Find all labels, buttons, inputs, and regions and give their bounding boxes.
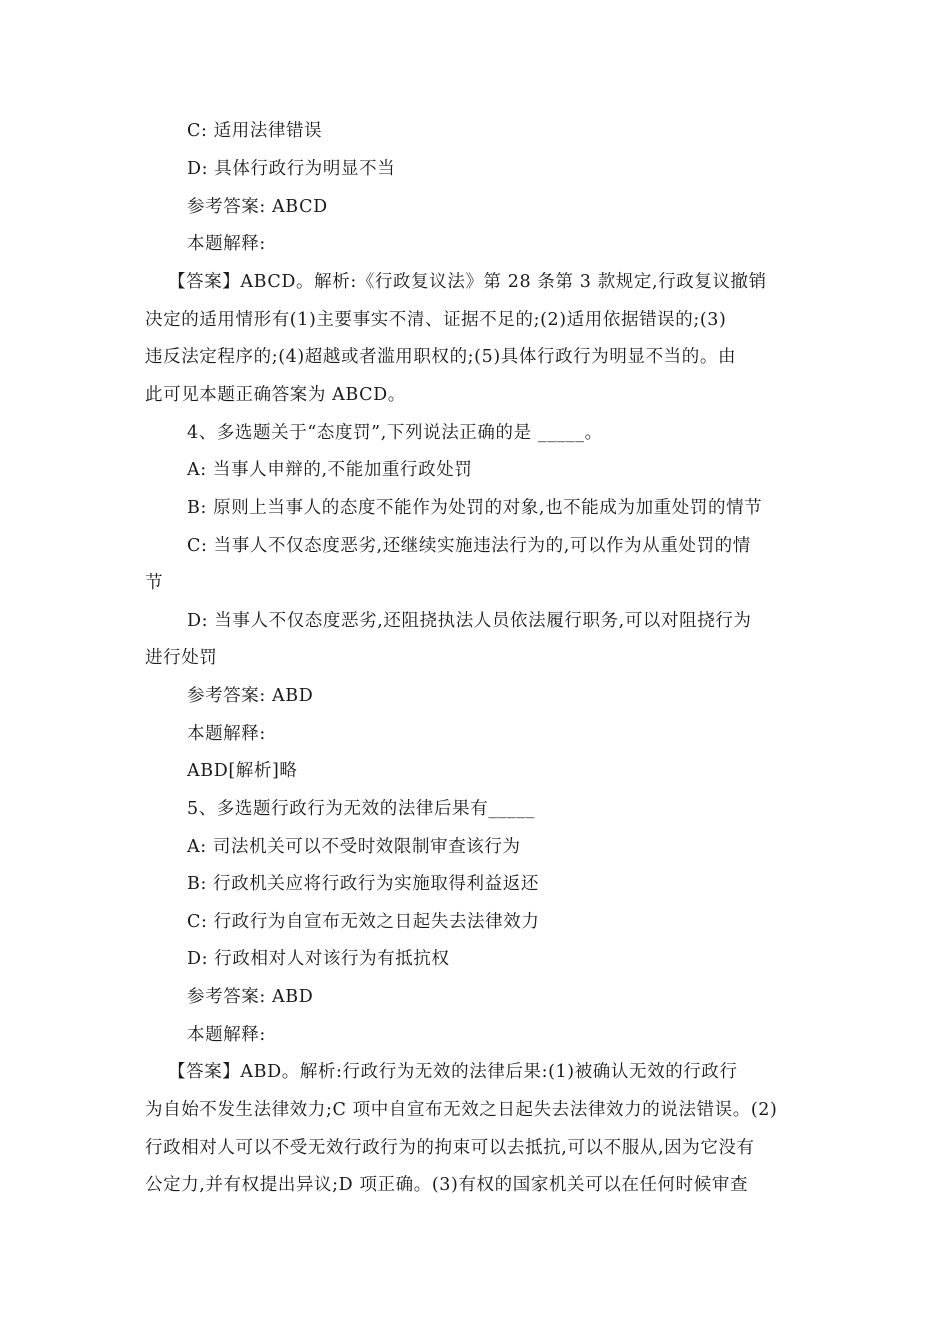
q5-explanation-line: 公定力,并有权提出异议;D 项正确。(3)有权的国家机关可以在任何时候审查 — [145, 1175, 749, 1195]
q5-explanation-line: 行政相对人可以不受无效行政行为的拘束可以去抵抗,可以不服从,因为它没有 — [145, 1138, 755, 1158]
q4-option-d: D: 当事人不仅态度恶劣,还阻挠执法人员依法履行职务,可以对阻挠行为 — [187, 611, 752, 631]
q5-option-d: D: 行政相对人对该行为有抵抗权 — [187, 949, 450, 969]
q4-option-a: A: 当事人申辩的,不能加重行政处罚 — [187, 460, 473, 480]
q5-reference-answer: 参考答案: ABD — [187, 987, 314, 1007]
q4-reference-answer: 参考答案: ABD — [187, 686, 314, 706]
q3-explanation-label: 本题解释: — [187, 234, 266, 254]
q4-explanation-label: 本题解释: — [187, 724, 266, 744]
q3-explanation-line: 违反法定程序的;(4)超越或者滥用职权的;(5)具体行政行为明显不当的。由 — [145, 347, 737, 367]
q3-option-c: C: 适用法律错误 — [187, 121, 323, 141]
q5-explanation-line: 为自始不发生法律效力;C 项中自宣布无效之日起失去法律效力的说法错误。(2) — [145, 1100, 778, 1120]
q3-reference-answer: 参考答案: ABCD — [187, 197, 328, 217]
q3-explanation-line: 【答案】ABCD。解析:《行政复议法》第 28 条第 3 款规定,行政复议撤销 — [168, 272, 767, 292]
q3-explanation-line: 此可见本题正确答案为 ABCD。 — [145, 385, 406, 405]
q4-option-c-wrap: 节 — [145, 573, 164, 593]
q5-question: 5、多选题行政行为无效的法律后果有_____ — [187, 799, 536, 819]
q3-explanation-line: 决定的适用情形有(1)主要事实不清、证据不足的;(2)适用依据错误的;(3) — [145, 310, 727, 330]
q4-option-b: B: 原则上当事人的态度不能作为处罚的对象,也不能成为加重处罚的情节 — [187, 498, 763, 518]
q4-explanation-text: ABD[解析]略 — [187, 761, 298, 781]
q4-question: 4、多选题关于“态度罚”,下列说法正确的是 _____。 — [187, 423, 603, 443]
q3-option-d: D: 具体行政行为明显不当 — [187, 159, 396, 179]
q4-option-d-wrap: 进行处罚 — [145, 648, 218, 668]
q5-option-b: B: 行政机关应将行政行为实施取得利益返还 — [187, 874, 539, 894]
q4-option-c: C: 当事人不仅态度恶劣,还继续实施违法行为的,可以作为从重处罚的情 — [187, 536, 751, 556]
q5-explanation-line: 【答案】ABD。解析:行政行为无效的法律后果:(1)被确认无效的行政行 — [168, 1062, 738, 1082]
q5-option-a: A: 司法机关可以不受时效限制审查该行为 — [187, 837, 521, 857]
q5-option-c: C: 行政行为自宣布无效之日起失去法律效力 — [187, 912, 540, 932]
q5-explanation-label: 本题解释: — [187, 1025, 266, 1045]
